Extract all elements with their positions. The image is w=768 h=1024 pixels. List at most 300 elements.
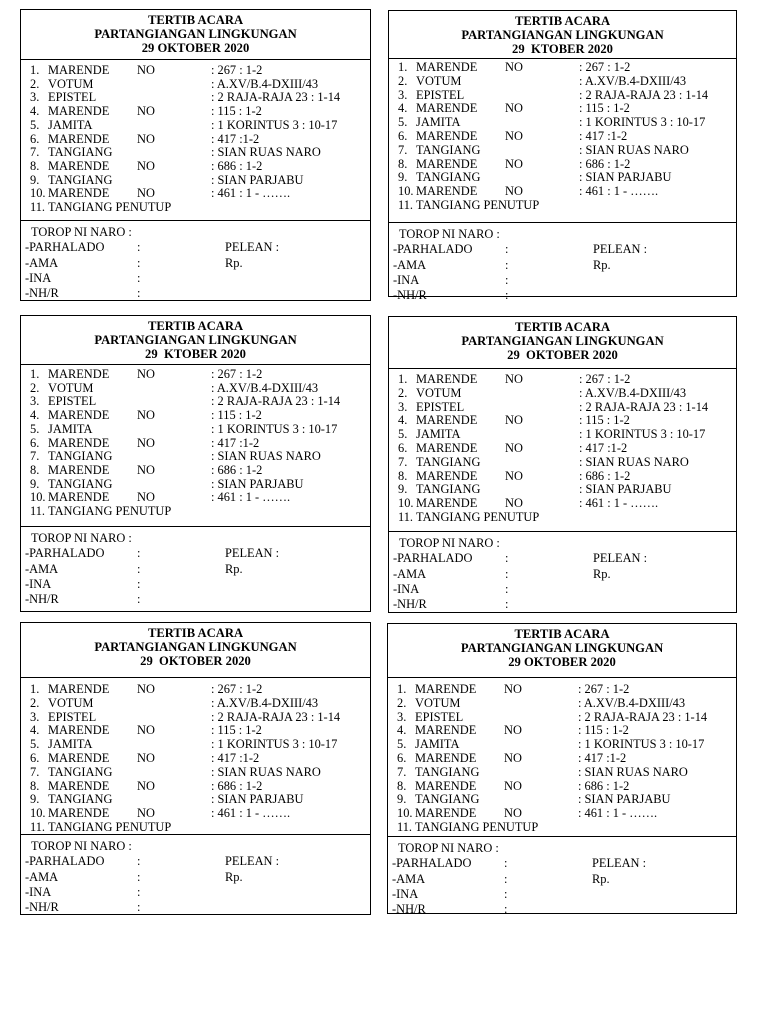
item-name: MARENDE — [48, 490, 110, 505]
item-number: 9. — [397, 792, 407, 807]
ina-label: -INA — [25, 270, 52, 285]
card-title: TERTIB ACARA — [514, 14, 611, 28]
item-value: : 267 : 1-2 — [578, 682, 630, 696]
item-no-label: NO — [137, 490, 155, 505]
order-item — [21, 463, 370, 477]
item-number: 8. — [397, 778, 407, 793]
item-no-label: NO — [504, 682, 522, 696]
order-item — [389, 143, 736, 157]
order-item — [21, 806, 370, 820]
item-no-label: NO — [504, 806, 522, 821]
item-value: : A.XV/B.4-DXIII/43 — [211, 695, 319, 710]
order-item — [389, 184, 736, 198]
card-subtitle: PARTANGIANGAN LINGKUNGAN — [461, 28, 664, 42]
card-title: TERTIB ACARA — [147, 319, 244, 333]
item-value: : A.XV/B.4-DXIII/43 — [579, 73, 687, 88]
order-item — [389, 510, 736, 524]
item-number: 4. — [30, 408, 40, 423]
order-item — [21, 77, 370, 91]
item-number: 6. — [397, 751, 407, 765]
ama-label: -AMA — [25, 255, 59, 270]
item-name: VOTUM — [416, 73, 462, 88]
item-value: : 686 : 1-2 — [211, 462, 263, 477]
order-item — [388, 710, 736, 724]
order-item — [21, 792, 370, 806]
order-item — [389, 372, 736, 386]
order-item — [389, 74, 736, 88]
item-number: 11. — [30, 200, 46, 214]
item-value: : 461 : 1 - ……. — [211, 186, 291, 201]
item-number: 4. — [398, 413, 408, 428]
item-name: MARENDE — [415, 778, 477, 793]
offering-row — [389, 582, 736, 597]
item-name: MARENDE — [416, 60, 478, 74]
item-value: : SIAN RUAS NARO — [211, 449, 321, 464]
item-no-label: NO — [137, 806, 155, 821]
offering-row — [21, 546, 370, 561]
rp-label: Rp. — [593, 257, 611, 272]
pelean-label: PELEAN : — [225, 546, 280, 561]
card-header — [389, 11, 736, 59]
torop-label: TOROP NI NARO : — [31, 839, 132, 853]
item-name: MARENDE — [416, 441, 478, 455]
item-name: MARENDE — [415, 806, 477, 821]
item-no-label: NO — [137, 435, 155, 450]
order-item — [21, 737, 370, 751]
card-title: TERTIB ACARA — [147, 13, 244, 27]
item-no-label: NO — [505, 372, 523, 386]
item-name: MARENDE — [415, 723, 477, 738]
item-value: : A.XV/B.4-DXIII/43 — [211, 76, 319, 91]
offering-row — [21, 225, 370, 240]
order-item — [389, 455, 736, 469]
order-item — [389, 441, 736, 455]
order-item — [21, 820, 370, 834]
order-item — [21, 422, 370, 436]
card-subtitle: PARTANGIANGAN LINGKUNGAN — [94, 27, 297, 41]
item-name: JAMITA — [415, 737, 460, 752]
item-name: MARENDE — [416, 156, 478, 171]
item-value: : 461 : 1 - ……. — [211, 806, 291, 821]
order-item — [21, 408, 370, 422]
pelean-label: PELEAN : — [225, 240, 280, 255]
parhalado-label: -PARHALADO — [393, 551, 473, 566]
item-number: 8. — [398, 156, 408, 171]
item-name: TANGIANG PENUTUP — [48, 200, 172, 214]
card-date: 29 OKTOBER 2020 — [141, 41, 250, 55]
item-number: 9. — [398, 170, 408, 185]
item-number: 4. — [30, 723, 40, 738]
item-no-label: NO — [137, 367, 155, 381]
order-item — [21, 394, 370, 408]
item-value: : 267 : 1-2 — [211, 63, 263, 77]
item-value: : A.XV/B.4-DXIII/43 — [211, 380, 319, 395]
item-name: VOTUM — [48, 380, 94, 395]
item-number: 2. — [30, 695, 40, 710]
item-value: : 2 RAJA-RAJA 23 : 1-14 — [211, 90, 341, 105]
order-item — [21, 104, 370, 118]
item-number: 5. — [397, 737, 407, 752]
order-item — [389, 115, 736, 129]
item-number: 8. — [30, 158, 40, 173]
ama-label: -AMA — [25, 561, 59, 576]
item-no-label: NO — [137, 104, 155, 119]
item-no-label: NO — [137, 131, 155, 146]
offering-row — [21, 531, 370, 546]
card-date: 29 OKTOBER 2020 — [140, 654, 251, 668]
item-value: : 417 :1-2 — [579, 129, 628, 143]
colon: : — [504, 886, 508, 901]
item-no-label: NO — [137, 186, 155, 201]
colon: : — [137, 592, 141, 607]
order-item — [21, 90, 370, 104]
order-item — [388, 751, 736, 765]
order-item — [388, 696, 736, 710]
nhr-label: -NH/R — [393, 597, 427, 612]
item-number: 5. — [30, 421, 40, 436]
colon: : — [137, 561, 141, 576]
item-number: 3. — [30, 394, 40, 409]
item-no-label: NO — [505, 156, 523, 171]
offering-row — [389, 288, 736, 303]
item-name: TANGIANG PENUTUP — [416, 198, 540, 212]
colon: : — [137, 546, 141, 561]
offering-row — [389, 567, 736, 582]
colon: : — [505, 272, 509, 287]
item-name: TANGIANG PENUTUP — [415, 820, 539, 834]
item-name: EPISTEL — [48, 90, 97, 105]
item-number: 1. — [398, 372, 408, 386]
card-title: TERTIB ACARA — [147, 626, 244, 640]
item-name: EPISTEL — [416, 87, 465, 102]
colon: : — [505, 566, 509, 581]
item-name: MARENDE — [48, 778, 110, 793]
item-number: 4. — [30, 104, 40, 119]
item-no-label: NO — [504, 778, 522, 793]
item-value: : 417 :1-2 — [211, 751, 260, 765]
offering-row — [21, 839, 370, 854]
item-value: : 115 : 1-2 — [211, 723, 262, 738]
item-name: VOTUM — [416, 385, 462, 400]
order-item — [389, 482, 736, 496]
item-value: : 115 : 1-2 — [211, 408, 262, 423]
item-no-label: NO — [137, 751, 155, 765]
item-name: TANGIANG — [415, 764, 480, 779]
item-no-label: NO — [505, 468, 523, 483]
order-item — [21, 367, 370, 381]
order-item — [389, 60, 736, 74]
colon: : — [505, 597, 509, 612]
card-date: 29 OKTOBER 2020 — [508, 655, 616, 669]
item-name: MARENDE — [48, 104, 110, 119]
item-value: : 1 KORINTUS 3 : 10-17 — [211, 421, 338, 436]
order-item — [388, 806, 736, 820]
order-item — [21, 186, 370, 200]
item-name: MARENDE — [416, 413, 478, 428]
offering-row — [388, 887, 736, 902]
card-date: 29 KTOBER 2020 — [145, 347, 246, 361]
item-name: TANGIANG — [48, 172, 113, 187]
colon: : — [137, 240, 141, 255]
item-number: 11. — [397, 820, 413, 834]
offering-row — [21, 854, 370, 869]
parhalado-label: -PARHALADO — [25, 854, 105, 869]
order-item — [21, 118, 370, 132]
item-number: 11. — [398, 198, 414, 212]
item-number: 11. — [30, 820, 46, 834]
item-number: 11. — [398, 510, 414, 524]
item-number: 7. — [30, 145, 40, 160]
item-value: : 417 :1-2 — [579, 441, 628, 455]
item-no-label: NO — [137, 158, 155, 173]
item-name: MARENDE — [416, 372, 478, 386]
item-value: : 417 :1-2 — [211, 131, 260, 146]
offering-row — [389, 273, 736, 288]
item-value: : 267 : 1-2 — [579, 60, 631, 74]
item-no-label: NO — [137, 723, 155, 738]
offering-row — [389, 227, 736, 242]
item-value: : 461 : 1 - ……. — [578, 806, 658, 821]
item-value: : SIAN RUAS NARO — [579, 142, 689, 157]
item-value: : 1 KORINTUS 3 : 10-17 — [211, 737, 338, 752]
order-item — [21, 449, 370, 463]
card-header — [388, 624, 736, 678]
offering-row — [21, 271, 370, 286]
program-card — [20, 315, 371, 612]
card-header — [21, 316, 370, 365]
order-item — [21, 381, 370, 395]
item-value: : 686 : 1-2 — [578, 778, 630, 793]
order-item — [21, 132, 370, 146]
colon: : — [137, 270, 141, 285]
item-value: : SIAN PARJABU — [211, 476, 304, 491]
item-value: : 267 : 1-2 — [579, 372, 631, 386]
nhr-label: -NH/R — [25, 592, 59, 607]
order-item — [389, 496, 736, 510]
item-value: : 417 :1-2 — [211, 435, 260, 450]
offering-row — [21, 562, 370, 577]
ina-label: -INA — [392, 886, 419, 901]
item-number: 2. — [30, 380, 40, 395]
rp-label: Rp. — [225, 561, 243, 576]
item-name: MARENDE — [48, 131, 110, 146]
item-name: TANGIANG — [48, 449, 113, 464]
item-number: 8. — [30, 778, 40, 793]
item-name: VOTUM — [48, 695, 94, 710]
order-item — [388, 779, 736, 793]
program-card — [387, 623, 737, 917]
card-title: TERTIB ACARA — [514, 320, 611, 334]
item-name: JAMITA — [416, 115, 461, 130]
order-item — [21, 159, 370, 173]
order-item — [389, 170, 736, 184]
order-item — [21, 682, 370, 696]
order-item — [389, 427, 736, 441]
order-list — [21, 365, 370, 527]
offering-row — [21, 870, 370, 885]
order-item — [21, 696, 370, 710]
item-number: 5. — [30, 117, 40, 132]
item-value: : 461 : 1 - ……. — [579, 184, 659, 199]
item-no-label: NO — [504, 751, 522, 765]
card-header — [389, 317, 736, 369]
item-number: 3. — [397, 709, 407, 724]
item-value: : 2 RAJA-RAJA 23 : 1-14 — [579, 399, 709, 414]
item-value: : SIAN RUAS NARO — [211, 764, 321, 779]
item-value: : 2 RAJA-RAJA 23 : 1-14 — [211, 394, 341, 409]
torop-label: TOROP NI NARO : — [399, 536, 500, 550]
item-name: MARENDE — [416, 184, 478, 199]
item-number: 10. — [30, 186, 46, 201]
order-item — [388, 820, 736, 834]
item-name: MARENDE — [415, 751, 477, 765]
item-number: 1. — [397, 682, 407, 696]
torop-label: TOROP NI NARO : — [398, 841, 499, 855]
card-title: TERTIB ACARA — [514, 627, 610, 641]
order-item — [389, 88, 736, 102]
item-number: 3. — [30, 709, 40, 724]
item-value: : SIAN RUAS NARO — [211, 145, 321, 160]
item-number: 10. — [397, 806, 413, 821]
colon: : — [505, 242, 509, 257]
offering-row — [21, 900, 370, 915]
order-item — [21, 173, 370, 187]
offering-row — [388, 856, 736, 871]
pelean-label: PELEAN : — [593, 551, 648, 566]
order-item — [389, 386, 736, 400]
program-card — [20, 622, 371, 915]
item-name: TANGIANG PENUTUP — [416, 510, 540, 524]
ama-label: -AMA — [25, 869, 59, 884]
item-name: MARENDE — [48, 723, 110, 738]
order-item — [21, 723, 370, 737]
item-number: 4. — [397, 723, 407, 738]
ina-label: -INA — [393, 581, 420, 596]
item-name: JAMITA — [48, 421, 93, 436]
item-name: TANGIANG — [416, 142, 481, 157]
item-name: TANGIANG — [415, 792, 480, 807]
item-name: MARENDE — [48, 367, 110, 381]
ama-label: -AMA — [393, 257, 427, 272]
item-name: MARENDE — [48, 751, 110, 765]
colon: : — [504, 871, 508, 886]
item-number: 7. — [30, 449, 40, 464]
card-subtitle: PARTANGIANGAN LINGKUNGAN — [460, 641, 664, 655]
colon: : — [504, 902, 508, 917]
colon: : — [505, 581, 509, 596]
order-item — [389, 129, 736, 143]
item-value: : SIAN RUAS NARO — [578, 764, 688, 779]
order-item — [21, 436, 370, 450]
offering-row — [389, 258, 736, 273]
item-name: TANGIANG — [416, 482, 481, 497]
item-no-label: NO — [137, 63, 155, 77]
item-number: 6. — [30, 131, 40, 146]
parhalado-label: -PARHALADO — [392, 856, 472, 871]
order-item — [21, 200, 370, 214]
item-no-label: NO — [137, 462, 155, 477]
item-no-label: NO — [505, 129, 523, 143]
item-value: : 686 : 1-2 — [211, 778, 263, 793]
item-number: 10. — [398, 184, 414, 199]
item-name: MARENDE — [48, 435, 110, 450]
item-name: EPISTEL — [416, 399, 465, 414]
item-value: : 115 : 1-2 — [579, 413, 630, 428]
order-item — [388, 737, 736, 751]
item-no-label: NO — [504, 723, 522, 738]
colon: : — [505, 257, 509, 272]
item-name: TANGIANG — [48, 792, 113, 807]
item-value: : A.XV/B.4-DXIII/43 — [579, 385, 687, 400]
item-name: MARENDE — [48, 408, 110, 423]
parhalado-label: -PARHALADO — [393, 242, 473, 257]
colon: : — [137, 884, 141, 899]
item-number: 6. — [30, 435, 40, 450]
item-value: : SIAN PARJABU — [211, 172, 304, 187]
order-item — [389, 413, 736, 427]
item-name: MARENDE — [416, 129, 478, 143]
item-number: 1. — [30, 367, 40, 381]
item-name: TANGIANG — [416, 170, 481, 185]
order-item — [388, 792, 736, 806]
item-name: MARENDE — [415, 682, 477, 696]
item-no-label: NO — [505, 101, 523, 116]
ina-label: -INA — [393, 272, 420, 287]
order-item — [388, 682, 736, 696]
rp-label: Rp. — [225, 255, 243, 270]
item-value: : 267 : 1-2 — [211, 682, 263, 696]
offering-row — [21, 592, 370, 607]
item-no-label: NO — [505, 60, 523, 74]
offering-row — [388, 841, 736, 856]
item-number: 6. — [398, 441, 408, 455]
item-number: 7. — [398, 142, 408, 157]
item-number: 8. — [30, 462, 40, 477]
item-name: MARENDE — [416, 496, 478, 511]
item-name: MARENDE — [48, 158, 110, 173]
order-item — [21, 490, 370, 504]
program-card — [388, 316, 737, 613]
parhalado-label: -PARHALADO — [25, 546, 105, 561]
item-number: 10. — [30, 490, 46, 505]
item-name: MARENDE — [48, 806, 110, 821]
order-item — [389, 400, 736, 414]
item-number: 6. — [30, 751, 40, 765]
item-value: : 1 KORINTUS 3 : 10-17 — [579, 115, 706, 130]
item-number: 2. — [30, 76, 40, 91]
parhalado-label: -PARHALADO — [25, 240, 105, 255]
offering-row — [389, 242, 736, 257]
item-no-label: NO — [505, 413, 523, 428]
item-name: EPISTEL — [48, 709, 97, 724]
offering-row — [389, 551, 736, 566]
torop-label: TOROP NI NARO : — [31, 225, 132, 239]
order-item — [21, 145, 370, 159]
item-value: : 2 RAJA-RAJA 23 : 1-14 — [579, 87, 709, 102]
item-name: MARENDE — [48, 682, 110, 696]
rp-label: Rp. — [593, 566, 611, 581]
order-item — [21, 765, 370, 779]
item-value: : 461 : 1 - ……. — [579, 496, 659, 511]
item-name: VOTUM — [48, 76, 94, 91]
item-number: 10. — [30, 806, 46, 821]
item-value: : SIAN PARJABU — [579, 170, 672, 185]
order-item — [389, 198, 736, 212]
ama-label: -AMA — [392, 871, 426, 886]
item-value: : SIAN PARJABU — [579, 482, 672, 497]
order-list — [21, 678, 370, 835]
item-value: : 115 : 1-2 — [211, 104, 262, 119]
